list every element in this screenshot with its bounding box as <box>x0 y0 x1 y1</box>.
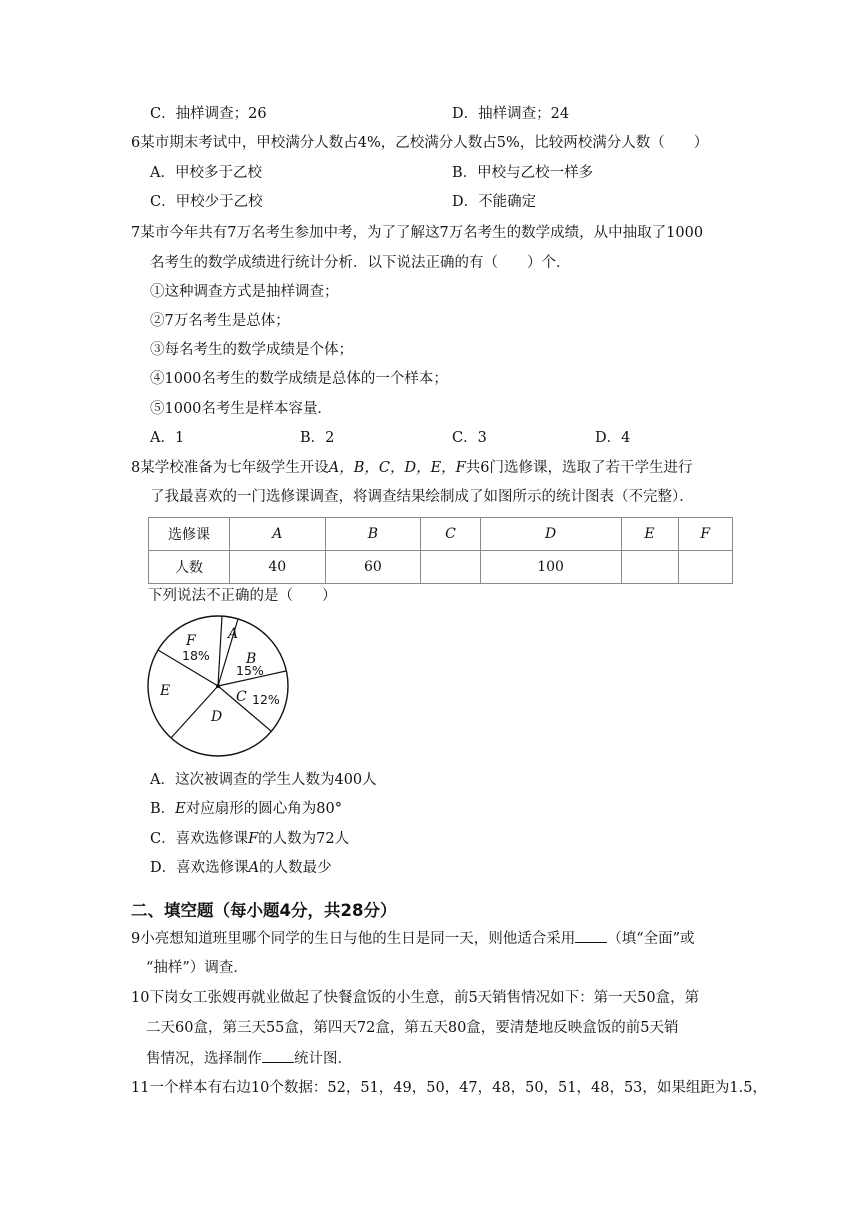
table-cell-count <box>421 551 481 584</box>
q8-stem-line1 <box>131 458 692 478</box>
q5-option-c: C．抽样调查；26 <box>150 106 267 122</box>
q9-line1-post: （填“全面”或 <box>607 931 695 947</box>
q8-option-b-pre: B． <box>150 801 176 817</box>
section-title: 二、填空题（每小题4分，共28分） <box>131 901 397 920</box>
table-cell-count <box>678 551 732 584</box>
q8-stem-post: 共6门选修课，选取了若干学生进行 <box>465 460 693 476</box>
q8-option-d-var: A <box>248 860 260 876</box>
answer-blank[interactable] <box>575 928 607 943</box>
pie-label-d: D <box>211 709 223 725</box>
q7-statement-3: ③每名考生的数学成绩是个体； <box>150 342 353 358</box>
pie-label-b: B <box>246 651 257 667</box>
pie-label-e: E <box>160 683 171 699</box>
pie-label-a: A <box>228 626 239 642</box>
q7-statement-4: ④1000名考生的数学成绩是总体的一个样本； <box>150 371 448 387</box>
q7-option-c: C．3 <box>452 430 487 446</box>
pie-label-f: F <box>186 633 196 649</box>
q8-option-d-post: 的人数最少 <box>259 860 332 876</box>
q7-stem-line1: 7某市今年共有7万名考生参加中考，为了了解这7万名考生的数学成绩，从中抽取了1000 <box>131 225 704 241</box>
q9-line1 <box>131 928 695 949</box>
table-row-courses <box>149 518 733 551</box>
q10-line3-post: 统计图． <box>294 1051 352 1067</box>
q8-stem-pre: 8某学校准备为七年级学生开设 <box>131 460 329 476</box>
q6-option-b: B．甲校与乙校一样多 <box>452 165 594 181</box>
q8-option-b-var: E <box>175 801 186 817</box>
pie-percent-c: 12% <box>252 692 280 707</box>
q8-option-c-pre: C．喜欢选修课 <box>150 831 249 847</box>
q9-line2: “抽样”）调查． <box>146 960 248 976</box>
q7-statement-2: ②7万名考生是总体； <box>150 313 290 329</box>
q8-option-b <box>150 799 342 819</box>
q8-option-b-post: 对应扇形的圆心角为80° <box>185 801 342 817</box>
table-cell-label: 选修课 <box>149 518 230 551</box>
table-cell-course: F <box>678 518 732 551</box>
q7-stem-line2: 名考生的数学成绩进行统计分析．以下说法正确的有（ ）个． <box>150 255 571 271</box>
q6-option-d: D．不能确定 <box>452 194 537 210</box>
pie-percent-b: 15% <box>236 663 264 678</box>
table-cell-count: 60 <box>325 551 421 584</box>
q5-option-d: D．抽样调查；24 <box>452 106 570 122</box>
q8-option-c-var: F <box>248 831 259 847</box>
q10-line2: 二天60盒，第三天55盒，第四天72盒，第五天80盒，要清楚地反映盒饭的前5天销 <box>146 1020 679 1036</box>
table-cell-course: B <box>325 518 421 551</box>
q10-line3-pre: 售情况，选择制作 <box>146 1051 262 1067</box>
table-cell-label: 人数 <box>149 551 230 584</box>
table-cell-course: D <box>480 518 621 551</box>
table-cell-course: E <box>621 518 678 551</box>
q11-line1: 11一个样本有右边10个数据：52，51，49，50，47，48，50，51，48，53，如果组距为1.5， <box>131 1080 767 1096</box>
q6-option-c: C．甲校少于乙校 <box>150 194 263 210</box>
q8-option-d-pre: D．喜欢选修课 <box>150 860 249 876</box>
q7-statement-5: ⑤1000名考生是样本容量． <box>150 401 332 417</box>
table-cell-count <box>621 551 678 584</box>
answer-blank[interactable] <box>262 1048 294 1063</box>
table-row-counts <box>149 551 733 584</box>
q8-option-a: A．这次被调查的学生人数为400人 <box>150 772 377 788</box>
pie-center <box>216 684 220 688</box>
q6-option-a: A．甲校多于乙校 <box>150 165 262 181</box>
q8-question: 下列说法不正确的是（ ） <box>148 588 337 604</box>
table-cell-course: C <box>421 518 481 551</box>
q7-option-b: B．2 <box>300 430 335 446</box>
q10-line3 <box>146 1048 352 1069</box>
pie-label-c: C <box>236 689 247 705</box>
q8-stem-line2: 了我最喜欢的一门选修课调查，将调查结果绘制成了如图所示的统计图表（不完整）． <box>150 489 694 505</box>
course-table <box>148 517 733 584</box>
q8-option-d <box>150 858 332 878</box>
pie-percent-f: 18% <box>182 648 210 663</box>
table-cell-count: 100 <box>480 551 621 584</box>
table-cell-course: A <box>230 518 326 551</box>
q7-option-d: D．4 <box>595 430 631 446</box>
table-cell-count: 40 <box>230 551 326 584</box>
q8-stem-vars: A，B，C，D，E，F <box>328 460 466 476</box>
q7-option-a: A．1 <box>150 430 185 446</box>
q10-line1: 10下岗女工张嫂再就业做起了快餐盒饭的小生意，前5天销售情况如下：第一天50盒，第 <box>131 990 700 1006</box>
q6-stem: 6某市期末考试中，甲校满分人数占4%，乙校满分人数占5%，比较两校满分人数（ ） <box>131 135 709 151</box>
q7-statement-1: ①这种调查方式是抽样调查； <box>150 284 339 300</box>
pie-chart <box>146 613 296 759</box>
q9-line1-pre: 9小亮想知道班里哪个同学的生日与他的生日是同一天，则他适合采用 <box>131 931 576 947</box>
q8-option-c <box>150 829 349 849</box>
q8-option-c-post: 的人数为72人 <box>258 831 350 847</box>
